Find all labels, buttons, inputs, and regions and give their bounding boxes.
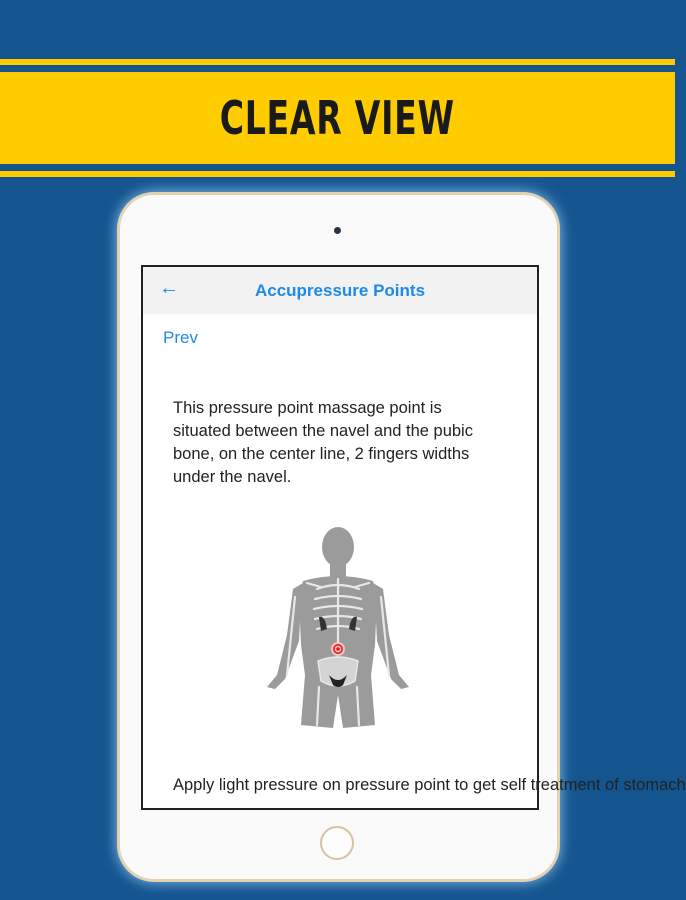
camera-dot <box>334 227 341 234</box>
home-button[interactable] <box>320 826 354 860</box>
app-screen <box>141 265 686 810</box>
human-body-skeleton-icon <box>263 525 413 731</box>
promo-banner <box>0 72 675 164</box>
prev-link[interactable]: Prev <box>163 328 198 347</box>
arrow-left-icon[interactable]: ← <box>159 277 179 299</box>
point-description: This pressure point massage point is situated between the navel and the pubic bone, on the center line, 2 fingers widths under the navel. <box>173 399 473 486</box>
banner-title: CLEAR VIEW <box>219 91 456 145</box>
instruction-text: Apply light pressure on pressure point to get self treatment of stomach <box>173 776 686 794</box>
banner-stripe-bottom <box>0 171 675 177</box>
app-bar <box>143 267 537 314</box>
tablet-frame <box>120 195 686 879</box>
page-title: Accupressure Points <box>254 280 426 300</box>
banner-stripe-top <box>0 59 675 65</box>
